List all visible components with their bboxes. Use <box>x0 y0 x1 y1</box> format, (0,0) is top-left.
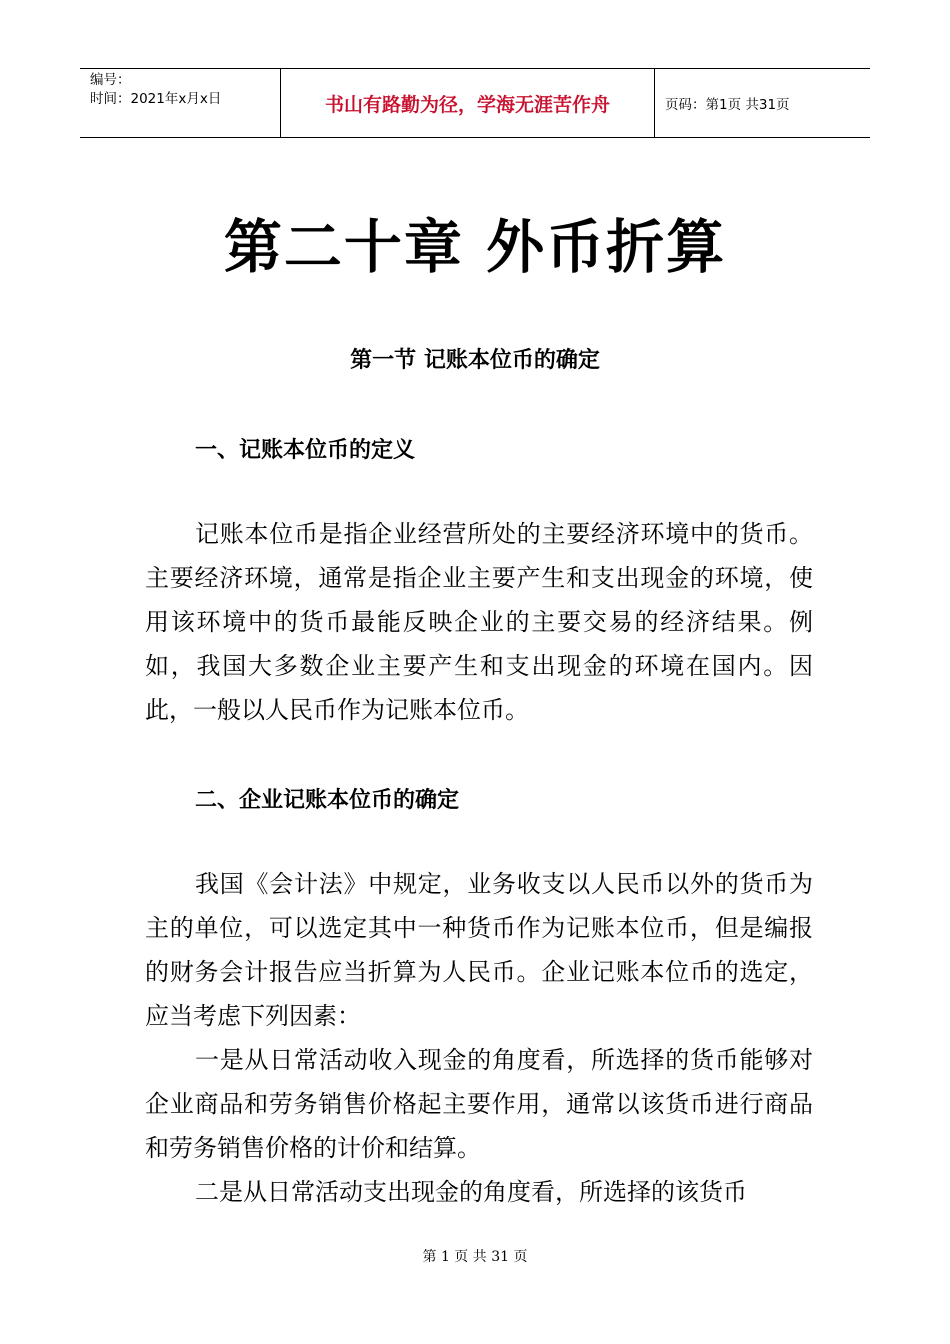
paragraph-3: 一是从日常活动收入现金的角度看，所选择的货币能够对企业商品和劳务销售价格起主要作用，通常以该货币进行商品和劳务销售价格的计价和结算。 <box>145 1046 813 1162</box>
subsection-heading-1: 一、记账本位币的定义 <box>195 438 416 463</box>
header-page-info: 页码：第1页 共31页 <box>665 97 790 113</box>
time-label: 时间：2021年x月x日 <box>90 91 222 107</box>
paragraph-2: 我国《会计法》中规定，业务收支以人民币以外的货币为主的单位，可以选定其中一种货币作为记账本位币，但是编报的财务会计报告应当折算为人民币。企业记账本位币的选定，应当考虑下列因素： <box>145 870 813 1030</box>
chapter-title: 第二十章 外币折算 <box>223 213 727 281</box>
section-title: 第一节 记账本位币的确定 <box>350 348 600 373</box>
subsection-heading-2: 二、企业记账本位币的确定 <box>195 788 460 813</box>
paragraph-4: 二是从日常活动支出现金的角度看，所选择的该货币 <box>195 1178 747 1206</box>
header-meta <box>80 69 281 137</box>
header-table <box>80 68 870 138</box>
page-footer: 第 1 页 共 31 页 <box>422 1249 528 1265</box>
number-label: 编号： <box>90 72 131 88</box>
header-motto: 书山有路勤为径，学海无涯苦作舟 <box>281 69 655 137</box>
paragraph-1: 记账本位币是指企业经营所处的主要经济环境中的货币。主要经济环境，通常是指企业主要产生和支出现金的环境，使用该环境中的货币最能反映企业的主要交易的经济结果。例如，我国大多数企业主要产生和支出现金的环境在国内。因此，一般以人民币作为记账本位币。 <box>145 520 813 724</box>
